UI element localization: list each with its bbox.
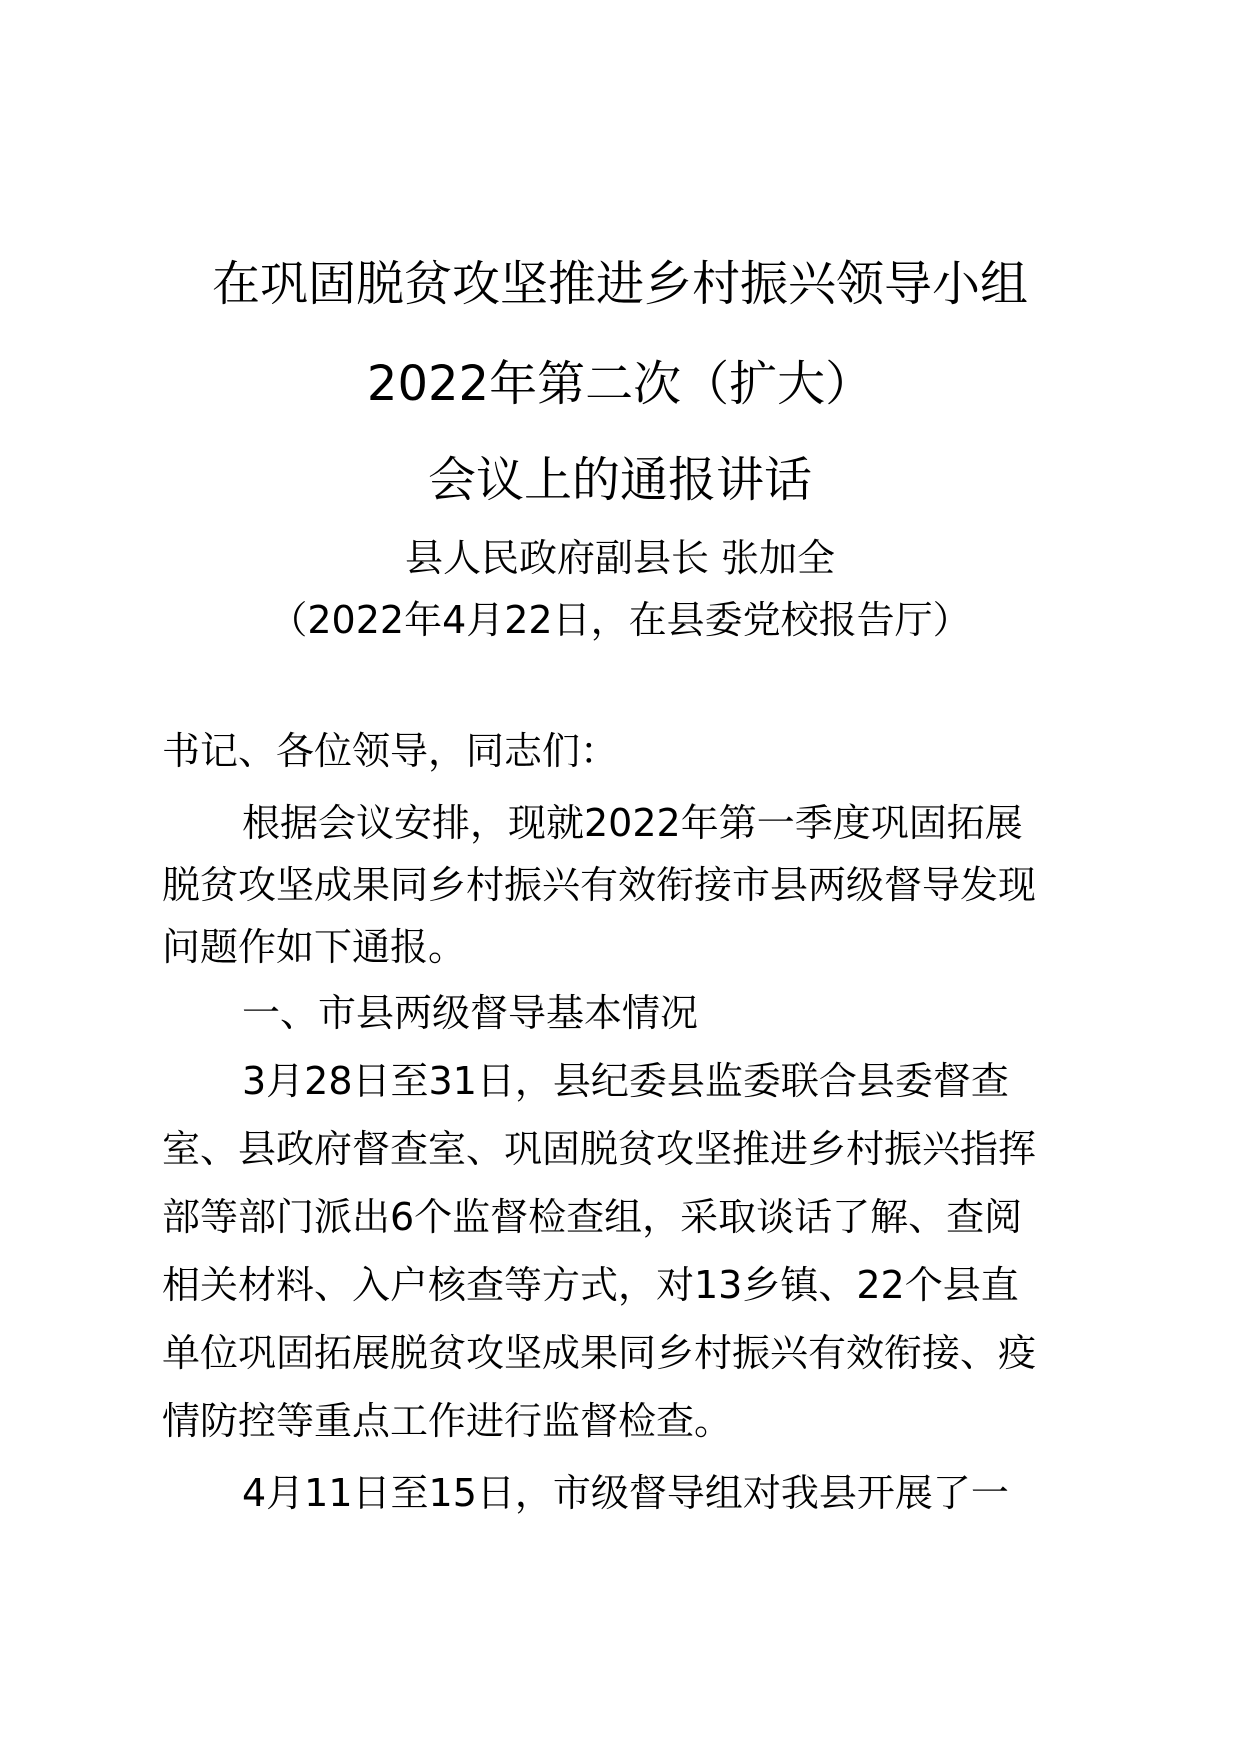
paragraph-line: 情防控等重点工作进行监督检查。 — [162, 1399, 733, 1443]
paragraph-line: 根据会议安排，现就2022年第一季度巩固拓展 — [242, 801, 1023, 845]
paragraph-line: 4月11日至15日，市级督导组对我县开展了一 — [242, 1471, 1009, 1515]
paragraph-line: 问题作如下通报。 — [162, 925, 467, 969]
section-heading: 一、市县两级督导基本情况 — [242, 991, 699, 1035]
title-line-1-container — [120, 256, 1120, 312]
paragraph-line: 室、县政府督查室、巩固脱贫攻坚推进乡村振兴指挥 — [162, 1127, 1037, 1171]
title-line-1: 在巩固脱贫攻坚推进乡村振兴领导小组 — [211, 256, 1028, 312]
author-line: 县人民政府副县长 张加全 — [404, 536, 836, 580]
title-line-2: 2022年第二次（扩大） — [366, 356, 874, 412]
paragraph-line: 相关材料、入户核查等方式，对13乡镇、22个县直 — [162, 1263, 1019, 1307]
salutation: 书记、各位领导，同志们： — [162, 729, 619, 773]
title-line-2-container — [120, 356, 1120, 412]
paragraph-line: 脱贫攻坚成果同乡村振兴有效衔接市县两级督导发现 — [162, 863, 1037, 907]
title-line-3: 会议上的通报讲话 — [427, 452, 812, 508]
paragraph-line: 3月28日至31日，县纪委县监委联合县委督查 — [242, 1059, 1009, 1103]
paragraph-line: 部等部门派出6个监督检查组，采取谈话了解、查阅 — [162, 1195, 1023, 1239]
paragraph-line: 单位巩固拓展脱贫攻坚成果同乡村振兴有效衔接、疫 — [162, 1331, 1037, 1375]
title-line-3-container — [120, 452, 1120, 508]
dateline: （2022年4月22日，在县委党校报告厅） — [269, 598, 971, 642]
